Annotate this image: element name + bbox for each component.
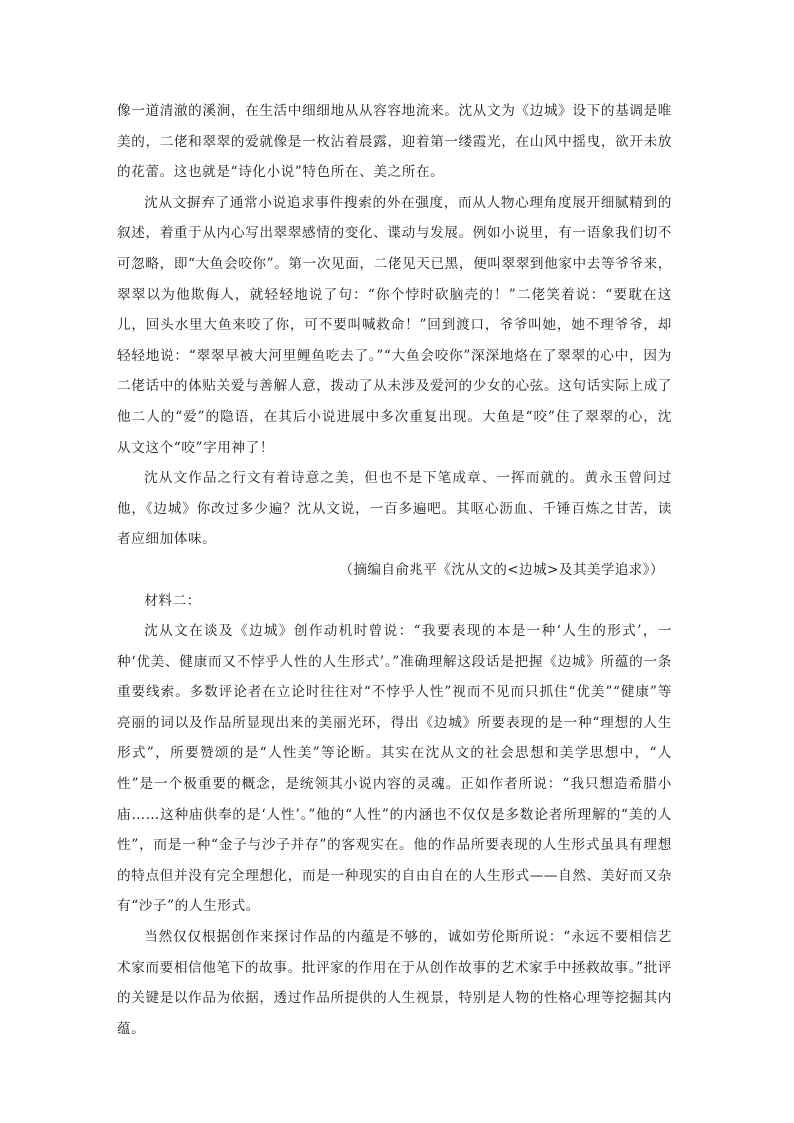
- paragraph-humanity: 沈从文在谈及《边城》创作动机时曾说：“我要表现的本是一种‘人生的形式’，一种‘优美、健康而又不悖乎人性的人生形式’。”准确理解这段话是把握《边城》所蕴的一条重要线索。多数评论者在立论时往往对“不悖乎人性”视而不见而只抓住“优美”“健康”等亮丽的词以及作品所显现出来的美丽光环，得出《边城》所要表现的是一种“理想的人生形式”，所要赞颂的是“人性美”等论断。其实在沈从文的社会思想和美学思想中，“人性”是一个极重要的概念，是统领其小说内容的灵魂。正如作者所说：“我只想造希腊小庙……这种庙供奉的是‘人性’。”他的“人性”的内涵也不仅仅是多数论者所理解的“美的人性”，而是一种“金子与沙子并存”的客观实在。他的作品所要表现的人生形式虽具有理想的特点但并没有完全理想化，而是一种现实的自由自在的人生形式——自然、美好而又杂有“沙子”的人生形式。: [117, 623, 672, 915]
- paragraph-continuation: 像一道清澈的溪涧，在生活中细细地从从容容地流来。沈从文为《边城》设下的基调是唯美的，二佬和翠翠的爱就像是一枚沾着晨露，迎着第一缕霞光，在山风中摇曳，欲开未放的花蕾。这也就是“诗化小说”特色所在、美之所在。: [117, 103, 672, 181]
- text-block: [117, 96, 672, 1044]
- source-citation: （摘编自俞兆平《沈从文的<边城>及其美学追求》）: [339, 561, 664, 578]
- paragraph-narrative-technique: 沈从文摒弃了通常小说追求事件搜索的外在强度，而从人物心理角度展开细腻精到的叙述，着重于从内心写出翠翠感情的变化、谍动与发展。例如小说里，有一语象我们切不可忽略，即“大鱼会咬你”。第一次见面，二佬见天已黑，便叫翠翠到他家中去等爷爷来，翠翠以为他欺侮人，就轻轻地说了句：“你个悖时砍脑壳的！”二佬笑着说：“要耽在这儿，回头水里大鱼来咬了你，可不要叫喊救命！”回到渡口，爷爷叫她，她不理爷爷，却轻轻地说：“翠翠早被大河里鲤鱼吃去了。”“大鱼会咬你”深深地烙在了翠翠的心中，因为二佬话中的体贴关爱与善解人意，拨动了从未涉及爱河的少女的心弦。这句话实际上成了他二人的“爱”的隐语，在其后小说进展中多次重复出现。大鱼是“咬”住了翠翠的心，沈从文这个“咬”字用神了！: [117, 194, 672, 456]
- material-two-heading: 材料二：: [144, 592, 201, 609]
- paragraph-revision: 沈从文作品之行文有着诗意之美，但也不是下笔成章、一挥而就的。黄永玉曾问过他，《边城》你改过多少遍？沈从文说，一百多遍吧。其呕心沥血、千锤百炼之甘苦，读者应细加体味。: [117, 470, 672, 548]
- paragraph-criticism: 当然仅仅根据创作来探讨作品的内蕴是不够的，诚如劳伦斯所说：“永远不要相信艺术家而要相信他笔下的故事。批评家的作用在于从创作故事的艺术家手中拯救故事。”批评的关键是以作品为依据，透过作品所提供的人生视景，特别是人物的性格心理等挖掘其内蕴。: [117, 929, 672, 1037]
